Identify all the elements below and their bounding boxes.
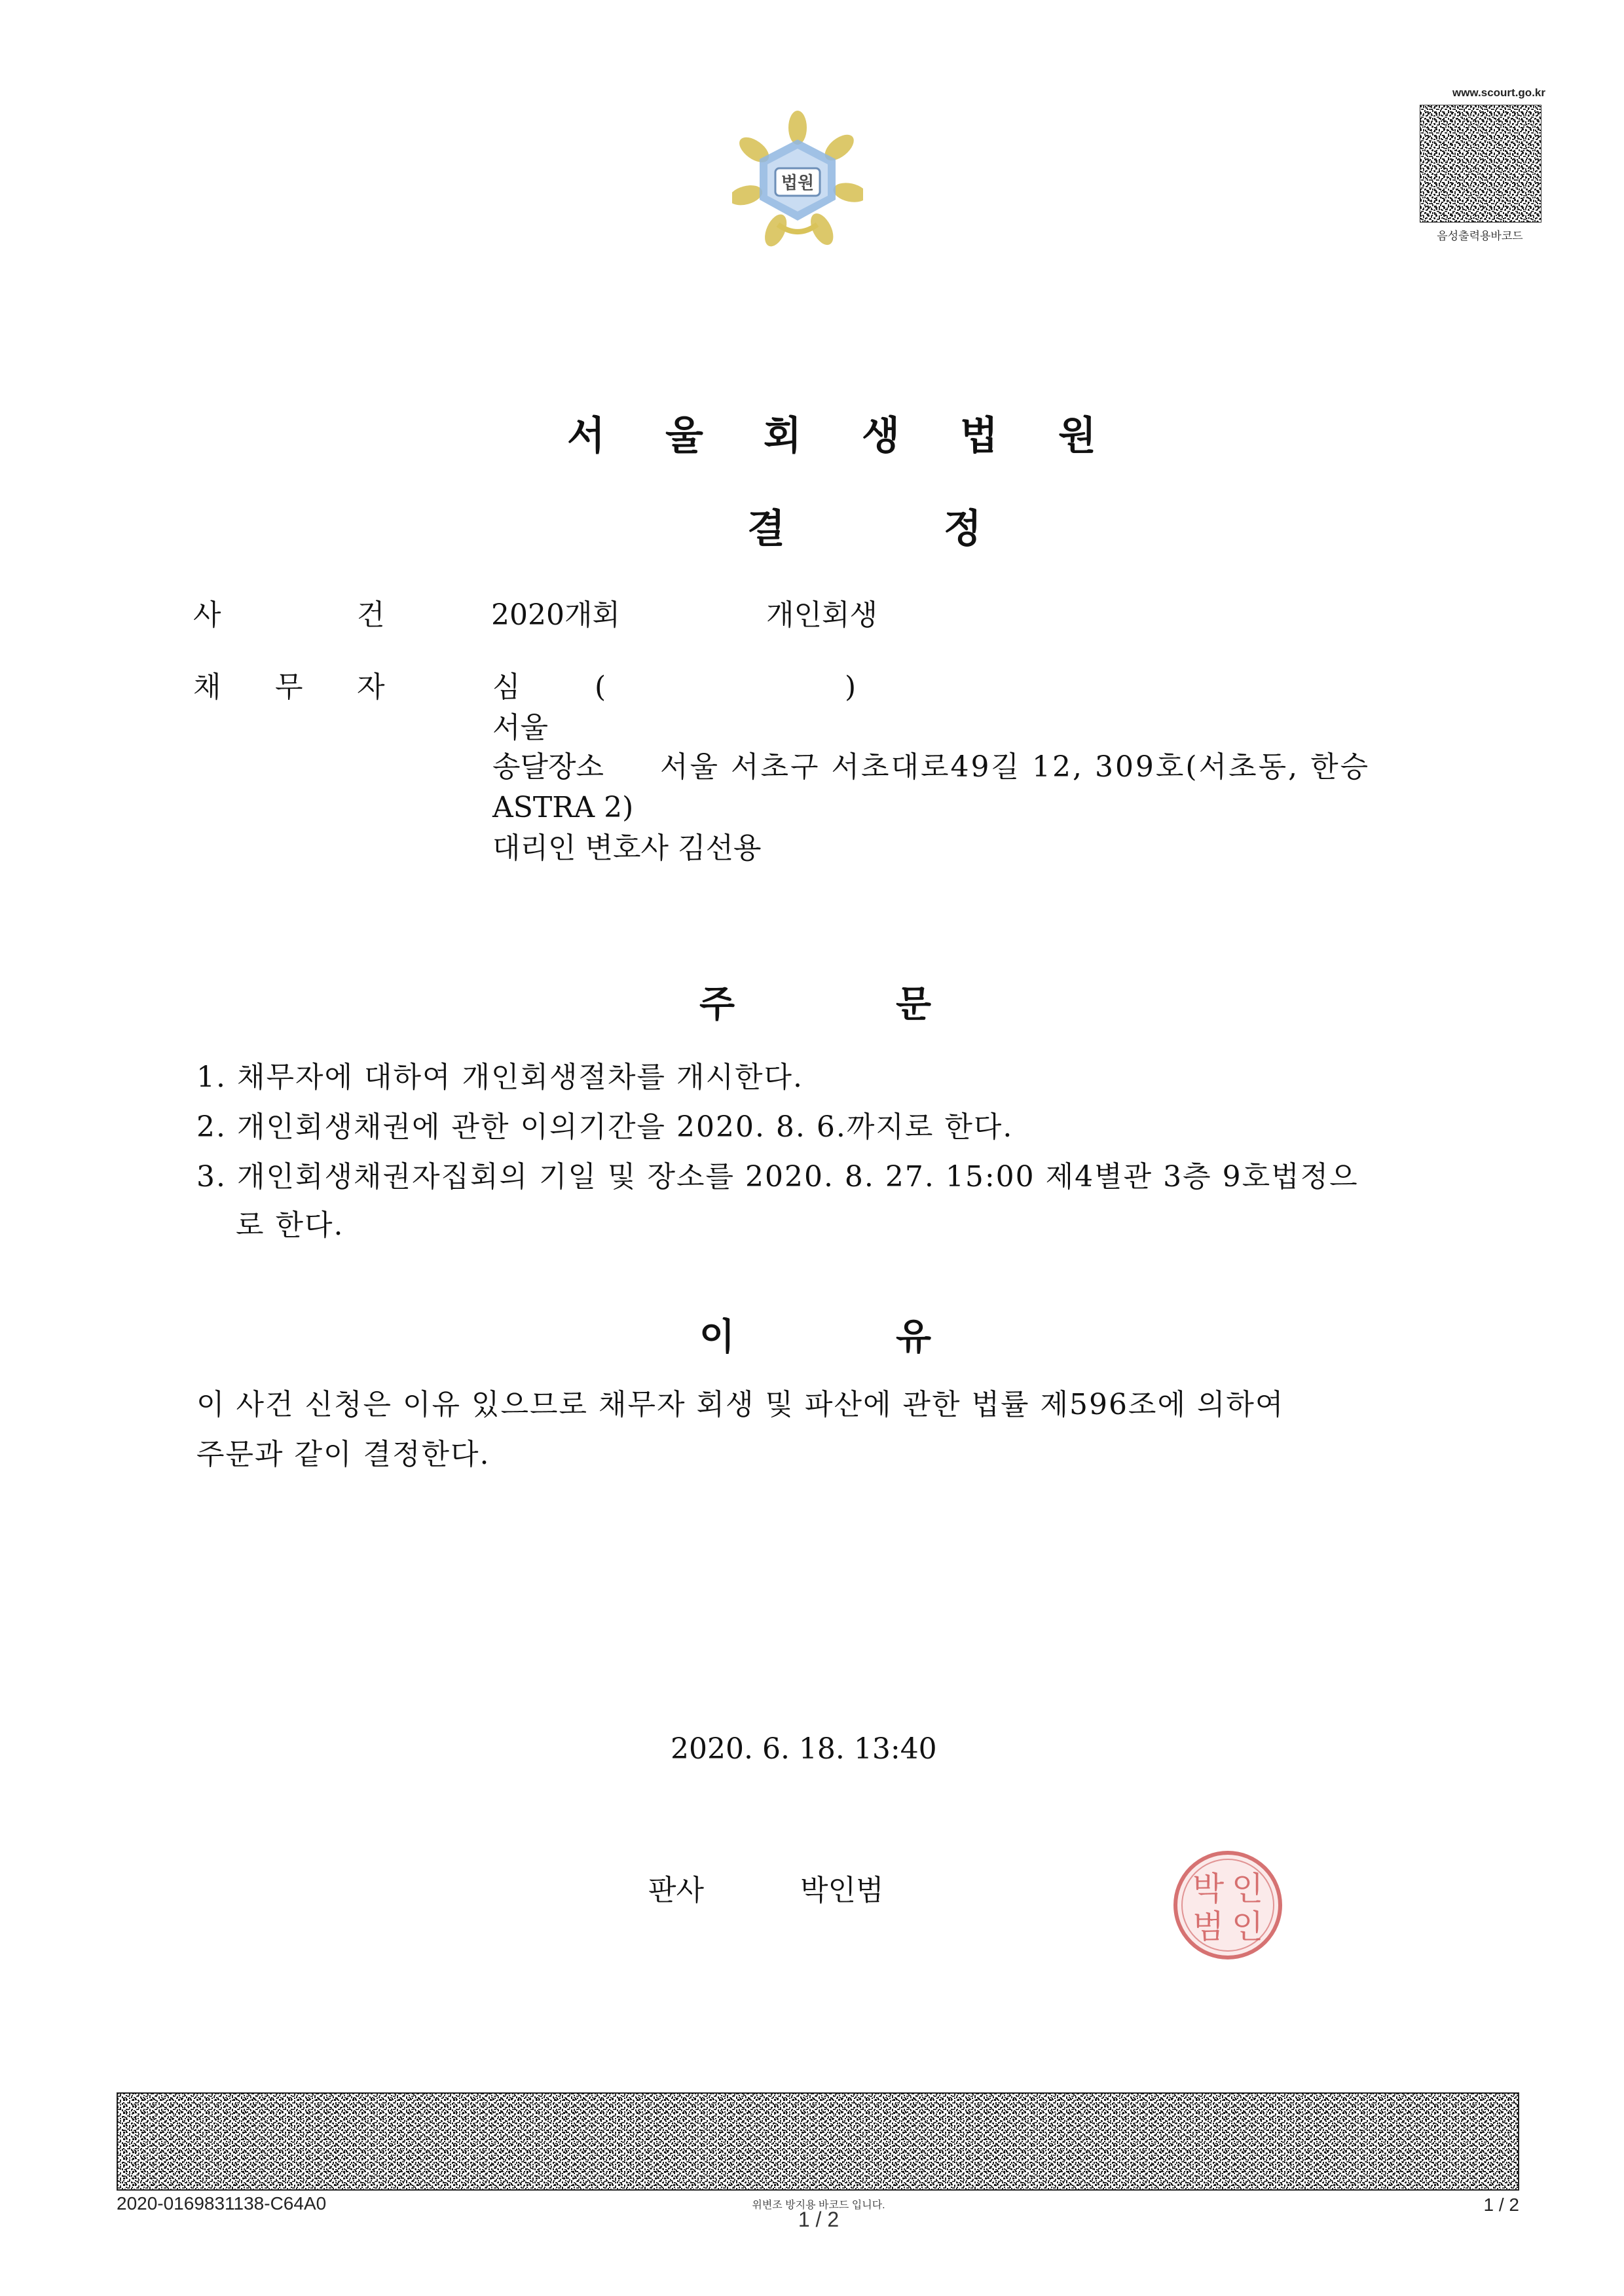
seal-char: 인: [1231, 1870, 1264, 1908]
court-name-title: [537, 405, 1126, 461]
reason-line: 주문과 같이 결정한다.: [196, 1438, 490, 1471]
seal-char: 범: [1192, 1908, 1225, 1946]
court-emblem-icon: [732, 108, 863, 255]
court-name-char: 생: [862, 413, 900, 459]
court-name-char: 서: [567, 413, 605, 459]
reason-line: 이 사건 신청은 이유 있으므로 채무자 회생 및 파산에 관한 법률 제596조에 의하여: [196, 1388, 1285, 1421]
forgery-note: 위변조 방지용 바코드 입니다.: [752, 2200, 885, 2211]
court-name-char: 울: [665, 413, 703, 459]
document-id: 2020-0169831138-C64A0: [117, 2193, 327, 2214]
order-title: [619, 975, 1012, 1028]
order-item: 2. 개인회생채권에 관한 이의기간을 2020. 8. 6.까지로 한다.: [196, 1110, 1014, 1144]
case-type: 개인회생: [766, 598, 878, 632]
order-title-char: 주: [699, 983, 735, 1026]
reason-title-char: 이: [699, 1316, 735, 1358]
debtor-label-char: 무: [275, 670, 303, 704]
decision-date: 2020. 6. 18. 13:40: [671, 1732, 937, 1766]
seal-char: 인: [1231, 1908, 1264, 1946]
decision-title: [668, 498, 1061, 554]
debtor-id-close: ): [845, 670, 857, 704]
anti-forgery-barcode: [117, 2092, 1519, 2191]
delivery-place-label: 송달장소: [492, 750, 604, 784]
court-name-char: 회: [764, 413, 802, 459]
debtor-label-char: 채: [193, 670, 221, 704]
case-label: [193, 598, 385, 632]
debtor-label-char: 자: [357, 670, 385, 704]
attorney: 대리인 변호사 김선용: [492, 831, 762, 865]
debtor-label: [193, 670, 385, 704]
judge-name: 박인범: [800, 1874, 884, 1907]
debtor-id-open: (: [595, 670, 606, 704]
audio-barcode-caption: 음성출력용바코드: [1437, 230, 1523, 242]
order-item-cont: 로 한다.: [236, 1209, 344, 1242]
decision-title-char: 정: [944, 506, 982, 552]
page-number-right: 1 / 2: [1483, 2195, 1519, 2215]
delivery-place-value-cont: ASTRA 2): [492, 791, 634, 824]
delivery-place-value: 서울 서초구 서초대로49길 12, 309호(서초동, 한승: [660, 750, 1371, 784]
court-name-char: 법: [960, 413, 998, 459]
court-name-char: 원: [1058, 413, 1096, 459]
order-item: 1. 채무자에 대하여 개인회생절차를 개시한다.: [196, 1061, 803, 1094]
emblem-text: 법원: [781, 173, 815, 193]
case-label-char: 사: [193, 598, 221, 632]
order-title-char: 문: [895, 983, 932, 1026]
case-number: 2020개회: [491, 598, 620, 632]
page-number-center: 1 / 2: [798, 2208, 840, 2231]
debtor-address: 서울: [492, 711, 549, 744]
case-label-char: 건: [357, 598, 385, 632]
reason-title: [619, 1308, 1012, 1360]
judge-title: 판사: [648, 1874, 705, 1907]
seal-char: 박: [1192, 1870, 1225, 1908]
decision-title-char: 결: [747, 506, 785, 552]
reason-title-char: 유: [895, 1316, 932, 1358]
judge-seal-icon: [1169, 1846, 1287, 1964]
debtor-name: 심: [492, 670, 521, 704]
audio-barcode-url: www.scourt.go.kr: [1452, 86, 1545, 99]
order-item: 3. 개인회생채권자집회의 기일 및 장소를 2020. 8. 27. 15:00 제4별관 3층 9호법정으: [196, 1160, 1359, 1194]
audio-barcode: [1420, 105, 1541, 223]
